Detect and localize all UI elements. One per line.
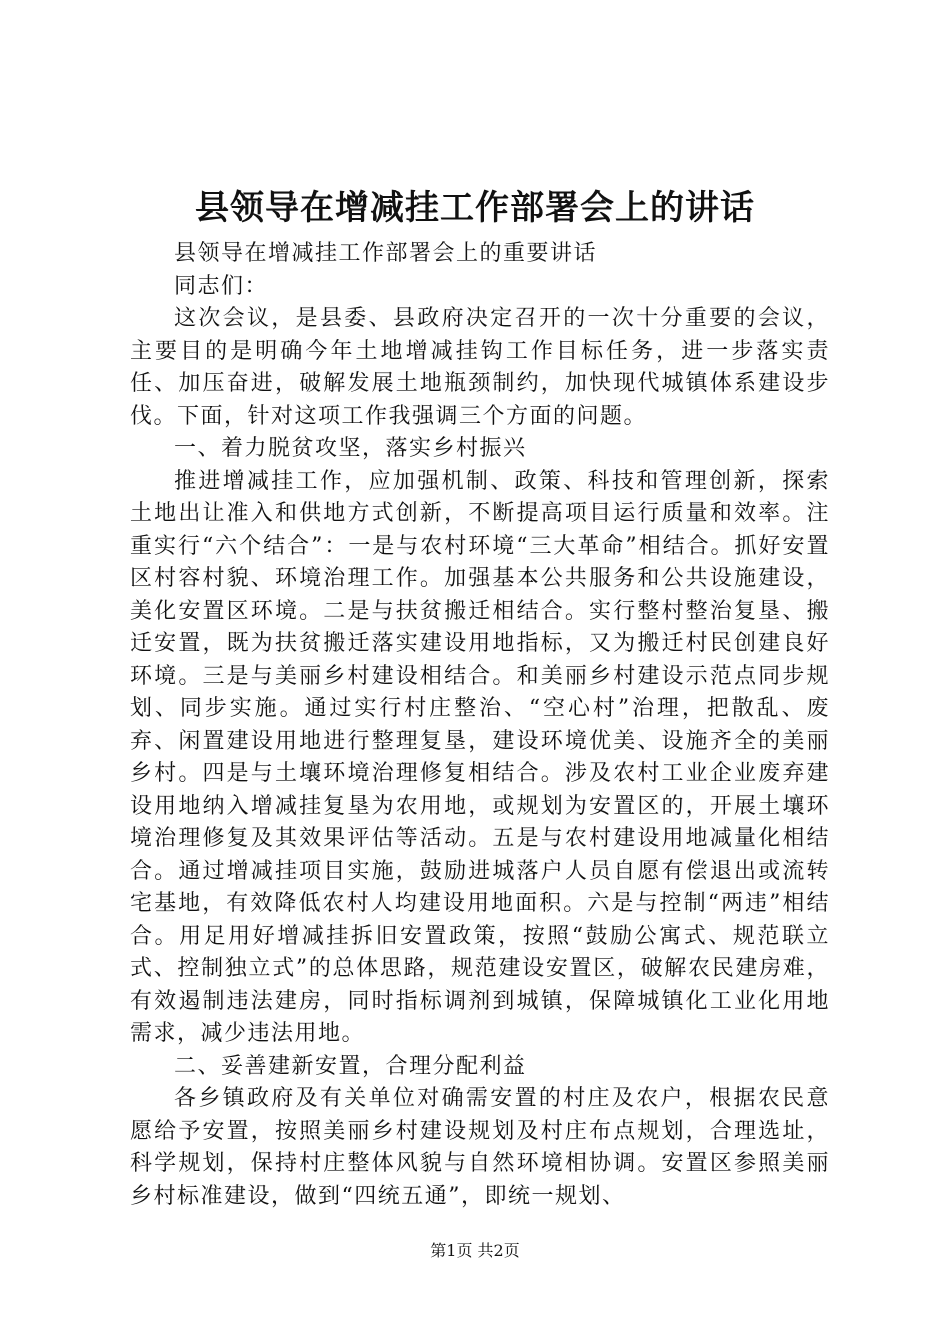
body-paragraph: 这次会议，是县委、县政府决定召开的一次十分重要的会议，主要目的是明确今年土地增减挂钩工作目标任务，进一步落实责任、加压奋进，破解发展土地瓶颈制约，加快现代城镇体系建设步伐。下面，针对这项工作我强调三个方面的问题。 — [130, 306, 830, 429]
subtitle-paragraph: 县领导在增减挂工作部署会上的重要讲话 — [174, 241, 598, 266]
document-title: 县领导在增减挂工作部署会上的讲话 — [195, 188, 755, 228]
section-heading: 一、着力脱贫攻坚，落实乡村振兴 — [174, 436, 527, 461]
document-body — [130, 238, 830, 1213]
body-paragraph: 推进增减挂工作，应加强机制、政策、科技和管理创新，探索土地出让准入和供地方式创新，不断提高项目运行质量和效率。注重实行“六个结合”：一是与农村环境“三大革命”相结合。抓好安置区村容村貌、环境治理工作。加强基本公共服务和公共设施建设，美化安置区环境。二是与扶贫搬迁相结合。实行整村整治复垦、搬迁安置，既为扶贫搬迁落实建设用地指标，又为搬迁村民创建良好环境。三是与美丽乡村建设相结合。和美丽乡村建设示范点同步规划、同步实施。通过实行村庄整治、“空心村”治理，把散乱、废弃、闲置建设用地进行整理复垦，建设环境优美、设施齐全的美丽乡村。四是与土壤环境治理修复相结合。涉及农村工业企业废弃建设用地纳入增减挂复垦为农用地，或规划为安置区的，开展土壤环境治理修复及其效果评估等活动。五是与农村建设用地减量化相结合。通过增减挂项目实施，鼓励进城落户人员自愿有偿退出或流转宅基地，有效降低农村人均建设用地面积。六是与控制“两违”相结合。用足用好增减挂拆旧安置政策，按照“鼓励公寓式、规范联立式、控制独立式”的总体思路，规范建设安置区，破解农民建房难，有效遏制违法建房，同时指标调剂到城镇，保障城镇化工业化用地需求，减少违法用地。 — [130, 468, 830, 1046]
body-paragraph: 各乡镇政府及有关单位对确需安置的村庄及农户，根据农民意愿给予安置，按照美丽乡村建设规划及村庄布点规划，合理选址，科学规划，保持村庄整体风貌与自然环境相协调。安置区参照美丽乡村标准建设，做到“四统五通”，即统一规划、 — [130, 1086, 830, 1209]
page-footer: 第1页 共2页 — [430, 1241, 520, 1260]
section-heading: 二、妥善建新安置，合理分配利益 — [174, 1053, 527, 1079]
salutation-paragraph: 同志们： — [174, 273, 269, 299]
